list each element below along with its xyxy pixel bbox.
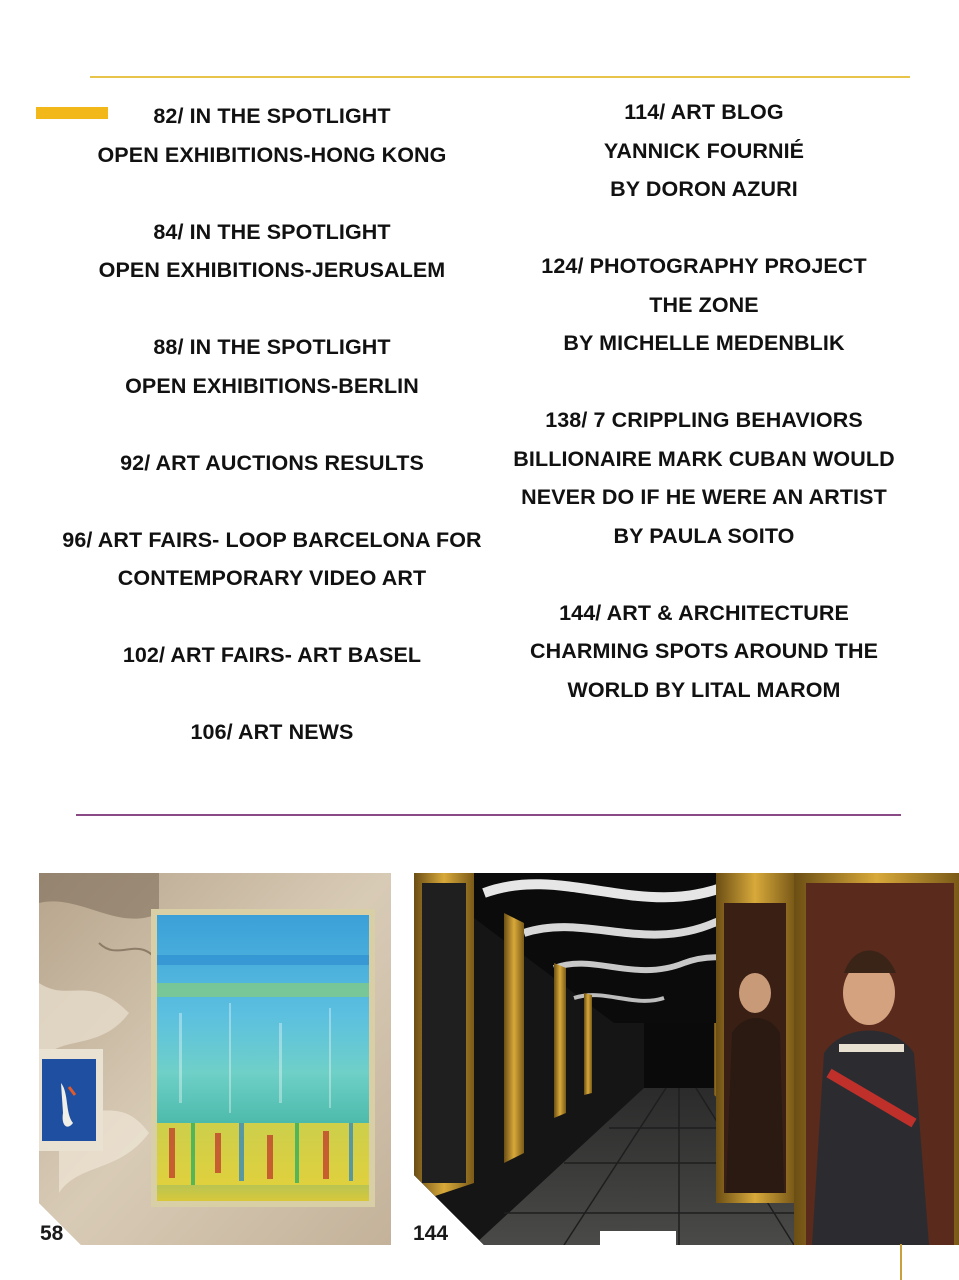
toc-entry[interactable] — [50, 97, 494, 174]
painting-on-wall-photo[interactable] — [39, 873, 391, 1245]
toc-entry[interactable] — [500, 594, 908, 710]
toc-entry[interactable] — [500, 247, 908, 363]
toc-entry[interactable] — [50, 213, 494, 290]
toc-left-column — [50, 97, 494, 790]
toc-entry[interactable] — [50, 636, 494, 675]
toc-line: 102/ ART FAIRS- ART BASEL — [122, 643, 422, 667]
toc-line: BY MICHELLE MEDENBLIK — [563, 331, 845, 355]
toc-line: NEVER DO IF HE WERE AN ARTIST — [521, 485, 887, 509]
toc-entry[interactable] — [50, 328, 494, 405]
toc-entry[interactable] — [500, 401, 908, 555]
toc-line: 82/ IN THE SPOTLIGHT — [153, 104, 391, 128]
toc-line: 84/ IN THE SPOTLIGHT — [153, 219, 391, 244]
middle-divider — [76, 814, 901, 816]
page-number-right: 144 — [413, 1222, 449, 1245]
toc-line: YANNICK FOURNIÉ — [603, 138, 805, 163]
toc-line: 106/ ART NEWS — [190, 720, 354, 744]
top-divider — [90, 76, 910, 78]
toc-line: BY PAULA SOITO — [613, 523, 795, 548]
toc-line: 138/ 7 CRIPPLING BEHAVIORS — [545, 408, 863, 432]
toc-line: 124/ PHOTOGRAPHY PROJECT — [541, 254, 867, 278]
toc-line: OPEN EXHIBITIONS-BERLIN — [125, 373, 419, 398]
toc-entry[interactable] — [50, 521, 494, 598]
toc-line: 144/ ART & ARCHITECTURE — [559, 600, 849, 625]
toc-line: WORLD BY LITAL MAROM — [567, 677, 841, 702]
corner-rule — [900, 1244, 902, 1280]
toc-line: 88/ IN THE SPOTLIGHT — [153, 335, 391, 359]
toc-line: OPEN EXHIBITIONS-JERUSALEM — [98, 258, 446, 282]
toc-line: CHARMING SPOTS AROUND THE — [529, 639, 879, 663]
toc-entry[interactable] — [50, 444, 494, 483]
toc-entry[interactable] — [500, 93, 908, 209]
hotel-corridor-photo[interactable] — [414, 873, 959, 1245]
toc-line: BILLIONAIRE MARK CUBAN WOULD — [513, 446, 895, 471]
toc-entry[interactable] — [50, 713, 494, 752]
toc-right-column — [500, 93, 908, 748]
toc-line: THE ZONE — [649, 292, 759, 317]
toc-line: 114/ ART BLOG — [624, 100, 784, 124]
toc-line: BY DORON AZURI — [610, 177, 798, 201]
page-number-left: 58 — [40, 1222, 64, 1245]
toc-line: CONTEMPORARY VIDEO ART — [117, 566, 427, 590]
toc-line: OPEN EXHIBITIONS-HONG KONG — [97, 142, 447, 167]
toc-line: 96/ ART FAIRS- LOOP BARCELONA FOR — [62, 527, 482, 552]
toc-line: 92/ ART AUCTIONS RESULTS — [120, 450, 424, 475]
page-tab — [600, 1231, 676, 1245]
